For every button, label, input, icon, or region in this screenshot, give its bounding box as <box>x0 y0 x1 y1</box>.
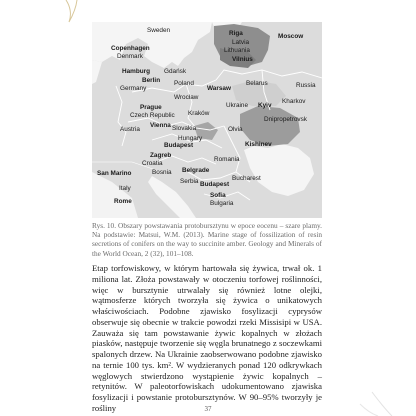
map-label: Bosnia <box>152 169 172 176</box>
map-label: Riga <box>229 30 243 37</box>
map-label: Russia <box>296 82 316 89</box>
map-label: Budapest <box>164 142 194 149</box>
map-label: Belgrade <box>182 167 210 174</box>
map-label: Ukraine <box>226 102 249 109</box>
map-label: Zagreb <box>150 152 172 159</box>
map-label: Lithuania <box>224 47 250 54</box>
map-label: Wrocław <box>174 94 199 101</box>
map-label: Serbia <box>180 178 199 185</box>
map-label: Kharkov <box>282 98 306 105</box>
amber-region-map <box>92 22 322 218</box>
map-label: Bulgaria <box>210 200 234 207</box>
map-label: Austria <box>120 126 140 133</box>
map-label: Berlin <box>142 77 161 84</box>
map-label: Sweden <box>147 27 171 34</box>
map-label: Warsaw <box>207 85 231 92</box>
map-label: Hamburg <box>122 68 151 75</box>
page-number: 37 <box>204 405 212 413</box>
map-label: Vilnius <box>232 56 253 63</box>
map-label: Slovakia <box>172 125 197 132</box>
map-label: Rome <box>114 198 132 205</box>
map-label: Copenhagen <box>111 45 150 52</box>
map-label: Italy <box>119 185 131 192</box>
map-label: San Marino <box>97 170 132 177</box>
map-label: Olvia <box>228 126 243 133</box>
map-label: Poland <box>174 80 194 87</box>
map-label: Croatia <box>142 160 163 167</box>
figure-caption: Rys. 10. Obszary powstawania protobursztynu w epoce eocenu – szare plamy. Na podstawie: Matsui, W.M. (2013). Marine stage of fossilization of resin secretions of conifers on the way to succinite amber. Geology and Minerals of the World Ocean, 2 (32), 101–108. <box>92 221 322 258</box>
map-label: Denmark <box>117 53 143 60</box>
map-label: Gdańsk <box>164 68 187 75</box>
map-label: Belarus <box>246 80 268 87</box>
map-label: Czech Republic <box>130 112 175 119</box>
map-label: Bucharest <box>232 175 261 182</box>
map-label: Kyiv <box>258 102 272 109</box>
map-label: Moscow <box>278 33 304 40</box>
map-label: Prague <box>140 104 162 111</box>
map-label: Kishinev <box>245 141 272 148</box>
map-label: Romania <box>214 156 240 163</box>
map-label: Dnipropetrovsk <box>264 116 307 123</box>
map-label: Latvia <box>232 39 250 46</box>
map-label: Sofia <box>210 192 226 199</box>
map-label: Kraków <box>188 110 210 117</box>
map-label: Hungary <box>178 135 203 142</box>
map-label: Germany <box>120 85 147 92</box>
map-label: Vienna <box>150 122 171 129</box>
body-paragraph: Etap torfowiskowy, w którym hartowała się żywica, trwał ok. 1 miliona lat. Złoża powstawały w otoczeniu torfowej roślinności, więc w bursztynie utrwalały się również lotne olejki, wątmosferze których tworzyła się żywica o unikatowych właściwościach. Podobne zjawisko fosylizacji cyprysów obserwuje się obecnie w trakcie powodzi rzeki Missisipi w USA. Zauważa się tam powstawanie żywic kopalnych w złożach piasków, następuje tworzenie się węgla brunatnego z soczewkami spalonych drzew. Na Ukrainie zaobserwowano podobne zjawisko na ternie 100 tys. km². W wydzieranych ponad 120 odkrywkach węglowych stwierdzono wystąpienie żywic kopalnych – retynitów. W paleotorfowiskach udokumentowano zjawiska fosylizacji i powstanie protobursztynów. W 90–95% tworzyły je rośliny <box>92 263 322 413</box>
map-label: Budapest <box>200 181 230 188</box>
